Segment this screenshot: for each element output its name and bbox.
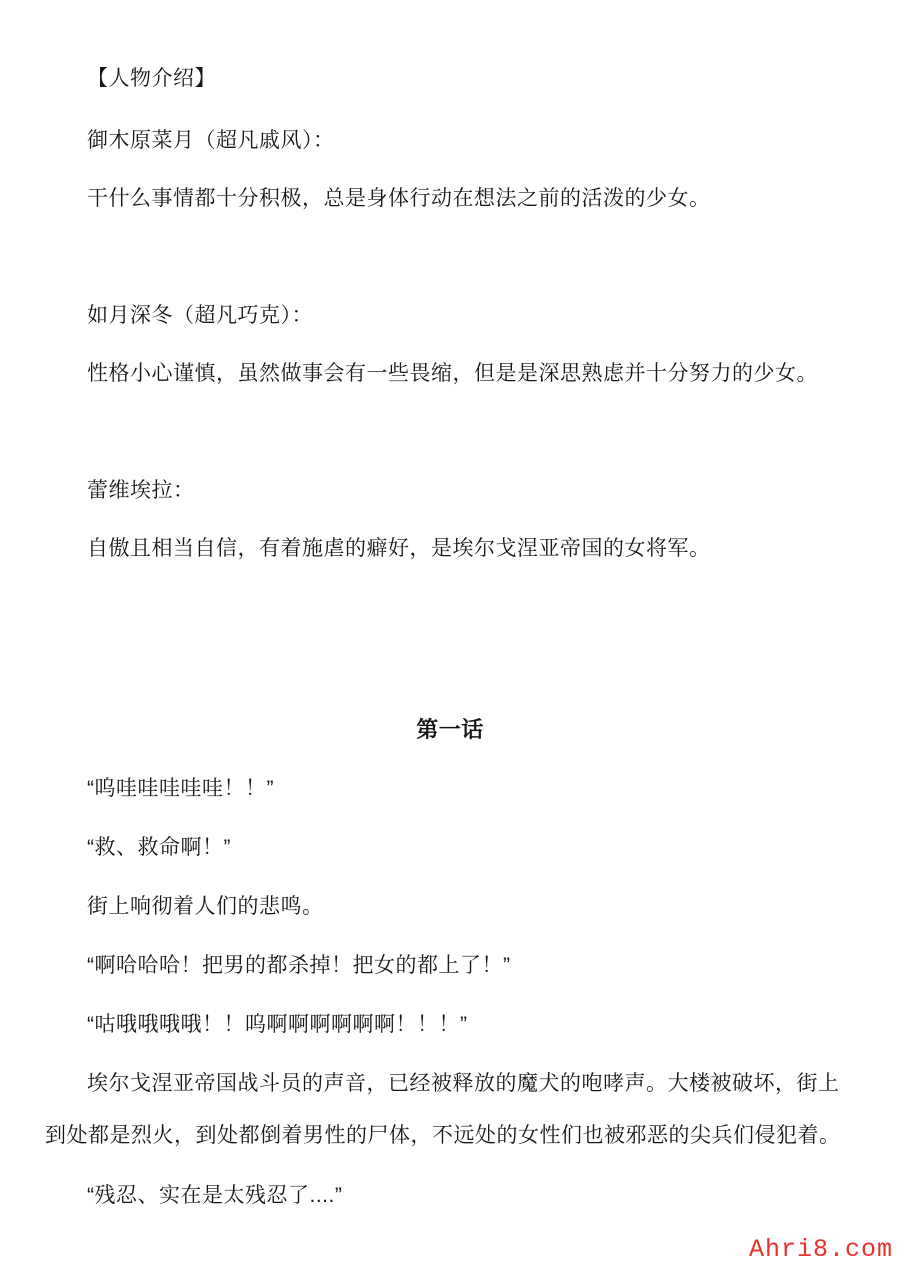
dialogue-line-1: “呜哇哇哇哇哇！！” bbox=[87, 777, 274, 800]
character-description-2: 性格小心谨慎，虽然做事会有一些畏缩，但是是深思熟虑并十分努力的少女。 bbox=[87, 362, 818, 385]
dialogue-line-5: “残忍、实在是太残忍了....” bbox=[87, 1184, 343, 1207]
chapter-title: 第一话 bbox=[416, 717, 484, 742]
dialogue-line-2: “救、救命啊！” bbox=[87, 836, 231, 859]
character-description-1: 干什么事情都十分积极，总是身体行动在想法之前的活泼的少女。 bbox=[87, 187, 711, 210]
dialogue-line-4: “咕哦哦哦哦！！呜啊啊啊啊啊啊！！！” bbox=[87, 1013, 468, 1036]
character-name-1: 御木原菜月（超凡戚风）： bbox=[87, 129, 335, 152]
character-description-3: 自傲且相当自信，有着施虐的癖好，是埃尔戈涅亚帝国的女将军。 bbox=[87, 537, 711, 560]
narration-paragraph: 埃尔戈涅亚帝国战斗员的声音，已经被释放的魔犬的咆哮声。大楼被破坏，街上到处都是烈火，到处都倒着男性的尸体，不远处的女性们也被邪恶的尖兵们侵犯着。 bbox=[45, 1072, 841, 1147]
character-name-3: 蕾维埃拉： bbox=[87, 479, 195, 502]
section-heading-character-intro: 【人物介绍】 bbox=[87, 67, 216, 90]
narration-line-1: 街上响彻着人们的悲鸣。 bbox=[87, 895, 324, 918]
dialogue-line-3: “啊哈哈哈！把男的都杀掉！把女的都上了！” bbox=[87, 954, 511, 977]
watermark-ahri8: Ahri8.com bbox=[748, 1235, 893, 1264]
character-name-2: 如月深冬（超凡巧克）： bbox=[87, 304, 313, 327]
